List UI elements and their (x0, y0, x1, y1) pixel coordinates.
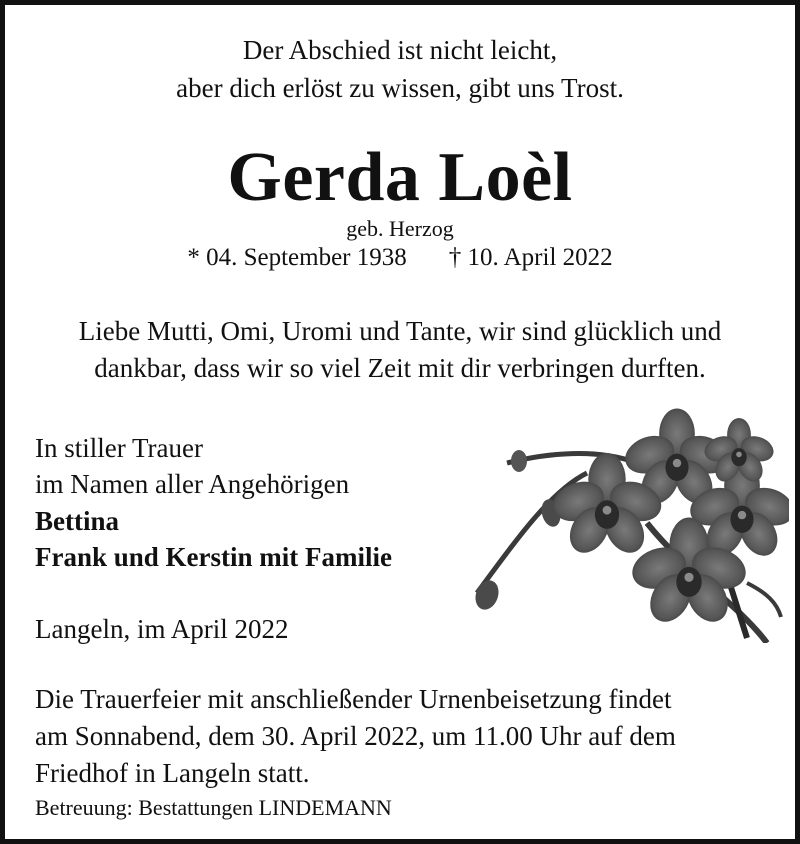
funeral-home-credit: Betreuung: Bestattungen LINDEMANN (35, 795, 392, 820)
mourner-name-2: Frank und Kerstin mit Familie (35, 542, 392, 572)
motto-line-1: Der Abschied ist nicht leicht, (242, 35, 558, 65)
motto-line-2: aber dich erlöst zu wissen, gibt uns Trost. (176, 73, 624, 103)
mourning-line-1: In stiller Trauer (35, 433, 203, 463)
funeral-service-info (35, 681, 780, 792)
service-line-1: Die Trauerfeier mit anschließender Urnenbeisetzung findet (35, 684, 672, 714)
birth-name: geb. Herzog (346, 216, 454, 241)
farewell-message (5, 313, 795, 387)
service-line-2: am Sonnabend, dem 30. April 2022, um 11.00 Uhr auf dem (35, 721, 676, 751)
death-date: † 10. April 2022 (448, 244, 613, 271)
orchid-image (467, 403, 789, 643)
mourner-name-1: Bettina (35, 506, 119, 536)
motto-quote (5, 31, 795, 107)
deceased-name: Gerda Loèl (227, 139, 573, 216)
place-date: Langeln, im April 2022 (35, 614, 289, 644)
mourning-line-2: im Namen aller Angehörigen (35, 469, 350, 499)
life-dates (5, 241, 795, 275)
message-line-1: Liebe Mutti, Omi, Uromi und Tante, wir sind glücklich und (78, 316, 722, 346)
birth-date: * 04. September 1938 (187, 244, 407, 271)
service-line-3: Friedhof in Langeln statt. (35, 758, 310, 788)
message-line-2: dankbar, dass wir so viel Zeit mit dir verbringen durften. (94, 353, 706, 383)
